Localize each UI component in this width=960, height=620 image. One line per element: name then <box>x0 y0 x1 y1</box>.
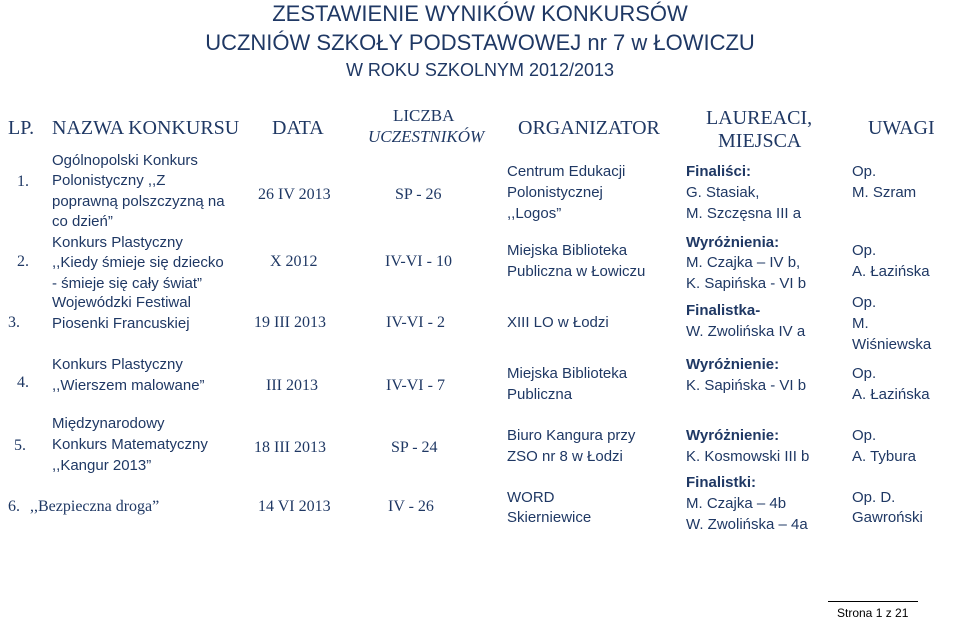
row-2-laureates-2: K. Sapińska - VI b <box>686 275 807 292</box>
row-3-name-1: Wojewódzki Festiwal <box>52 294 191 311</box>
row-1-organizer-3: ,,Logos” <box>507 205 562 222</box>
title-line-2: UCZNIÓW SZKOŁY PODSTAWOWEJ nr 7 w ŁOWICZU <box>205 30 755 55</box>
row-4-organizer-1: Miejska Biblioteka <box>507 365 628 382</box>
row-6-name-1: ,,Bezpieczna droga” <box>30 498 160 515</box>
row-4-date: III 2013 <box>266 377 318 394</box>
row-4-name-1: Konkurs Plastyczny <box>52 356 183 373</box>
row-5-date: 18 III 2013 <box>254 439 326 456</box>
row-2-notes-2: A. Łazińska <box>852 263 930 280</box>
row-1-name-3: poprawną polszczyzną na <box>52 193 225 210</box>
row-2-notes-1: Op. <box>852 242 877 259</box>
row-2-organizer-1: Miejska Biblioteka <box>507 242 628 259</box>
row-1-laureates-2: M. Szczęsna III a <box>686 205 802 222</box>
header-laureates-1: LAUREACI, <box>706 107 813 129</box>
row-1-name-4: co dzień” <box>52 213 113 230</box>
row-3-notes-2: M. <box>852 315 869 332</box>
row-5-organizer-2: ZSO nr 8 w Łodzi <box>507 448 623 465</box>
row-5-lp: 5. <box>14 437 26 454</box>
row-5-name-1: Międzynarodowy <box>52 415 165 432</box>
header-organizer: ORGANIZATOR <box>518 117 660 139</box>
row-3-organizer-1: XIII LO w Łodzi <box>507 314 609 331</box>
row-5-laureates-1: K. Kosmowski III b <box>686 448 810 465</box>
header-count-1: LICZBA <box>393 106 455 125</box>
row-1-name-1: Ogólnopolski Konkurs <box>52 152 198 169</box>
row-6-count: IV - 26 <box>388 498 434 515</box>
row-2-name-3: - śmieje się cały świat” <box>52 275 203 292</box>
row-3-count: IV-VI - 2 <box>386 314 445 331</box>
row-5-organizer-1: Biuro Kangura przy <box>507 427 636 444</box>
row-2-lp: 2. <box>17 253 29 270</box>
row-1-count: SP - 26 <box>395 186 442 203</box>
header-date: DATA <box>272 117 324 139</box>
row-5-name-2: Konkurs Matematyczny <box>52 436 208 453</box>
row-1-notes-2: M. Szram <box>852 184 917 201</box>
row-6-laureates-2: W. Zwolińska – 4a <box>686 516 808 533</box>
row-5-laureates-label: Wyróżnienie: <box>686 427 780 444</box>
row-1-laureates-1: G. Stasiak, <box>686 184 760 201</box>
row-2-laureates-1: M. Czajka – IV b, <box>686 254 801 271</box>
row-5-notes-2: A. Tybura <box>852 448 916 465</box>
row-1-date: 26 IV 2013 <box>258 186 331 203</box>
row-3-notes-3: Wiśniewska <box>852 336 932 353</box>
row-4-count: IV-VI - 7 <box>386 377 445 394</box>
row-2-organizer-2: Publiczna w Łowiczu <box>507 263 646 280</box>
row-1-laureates-label: Finaliści: <box>686 163 752 180</box>
title-line-1: ZESTAWIENIE WYNIKÓW KONKURSÓW <box>272 1 688 26</box>
header-count-2: UCZESTNIKÓW <box>368 127 485 146</box>
row-6-notes-1: Op. D. <box>852 489 896 506</box>
header-name: NAZWA KONKURSU <box>52 117 240 139</box>
header-lp: LP. <box>8 117 35 139</box>
header-notes: UWAGI <box>868 117 935 139</box>
row-3-laureates-label: Finalistka- <box>686 302 761 319</box>
header-laureates-2: MIEJSCA <box>718 130 802 152</box>
row-4-name-2: ,,Wierszem malowane” <box>52 377 205 394</box>
row-1-name-2: Polonistyczny ,,Z <box>52 172 166 189</box>
footer-divider <box>828 601 918 602</box>
row-6-organizer-1: WORD <box>507 489 555 506</box>
row-3-laureates-1: W. Zwolińska IV a <box>686 323 806 340</box>
row-2-name-1: Konkurs Plastyczny <box>52 234 183 251</box>
row-6-laureates-label: Finalistki: <box>686 474 757 491</box>
row-3-notes-1: Op. <box>852 294 877 311</box>
row-6-lp: 6. <box>8 498 20 515</box>
row-4-laureates-1: K. Sapińska - VI b <box>686 377 807 394</box>
row-5-count: SP - 24 <box>391 439 438 456</box>
row-4-lp: 4. <box>17 374 29 391</box>
row-1-organizer-1: Centrum Edukacji <box>507 163 626 180</box>
title-line-3: W ROKU SZKOLNYM 2012/2013 <box>345 60 615 80</box>
row-2-date: X 2012 <box>270 253 318 270</box>
row-1-notes-1: Op. <box>852 163 877 180</box>
row-5-notes-1: Op. <box>852 427 877 444</box>
row-1-lp: 1. <box>17 173 29 190</box>
row-3-name-2: Piosenki Francuskiej <box>52 315 190 332</box>
row-2-laureates-label: Wyróżnienia: <box>686 234 780 251</box>
row-3-lp: 3. <box>8 314 20 331</box>
row-2-count: IV-VI - 10 <box>385 253 452 270</box>
row-1-organizer-2: Polonistycznej <box>507 184 603 201</box>
row-6-laureates-1: M. Czajka – 4b <box>686 495 787 512</box>
row-4-organizer-2: Publiczna <box>507 386 573 403</box>
page-counter: Strona 1 z 21 <box>837 606 909 620</box>
row-6-organizer-2: Skierniewice <box>507 509 592 526</box>
row-4-notes-1: Op. <box>852 365 877 382</box>
row-5-name-3: ,,Kangur 2013” <box>52 457 152 474</box>
row-2-name-2: ,,Kiedy śmieje się dziecko <box>52 254 224 271</box>
row-3-date: 19 III 2013 <box>254 314 326 331</box>
row-4-laureates-label: Wyróżnienie: <box>686 356 780 373</box>
row-6-date: 14 VI 2013 <box>258 498 331 515</box>
row-6-notes-2: Gawroński <box>852 509 923 526</box>
row-4-notes-2: A. Łazińska <box>852 386 930 403</box>
